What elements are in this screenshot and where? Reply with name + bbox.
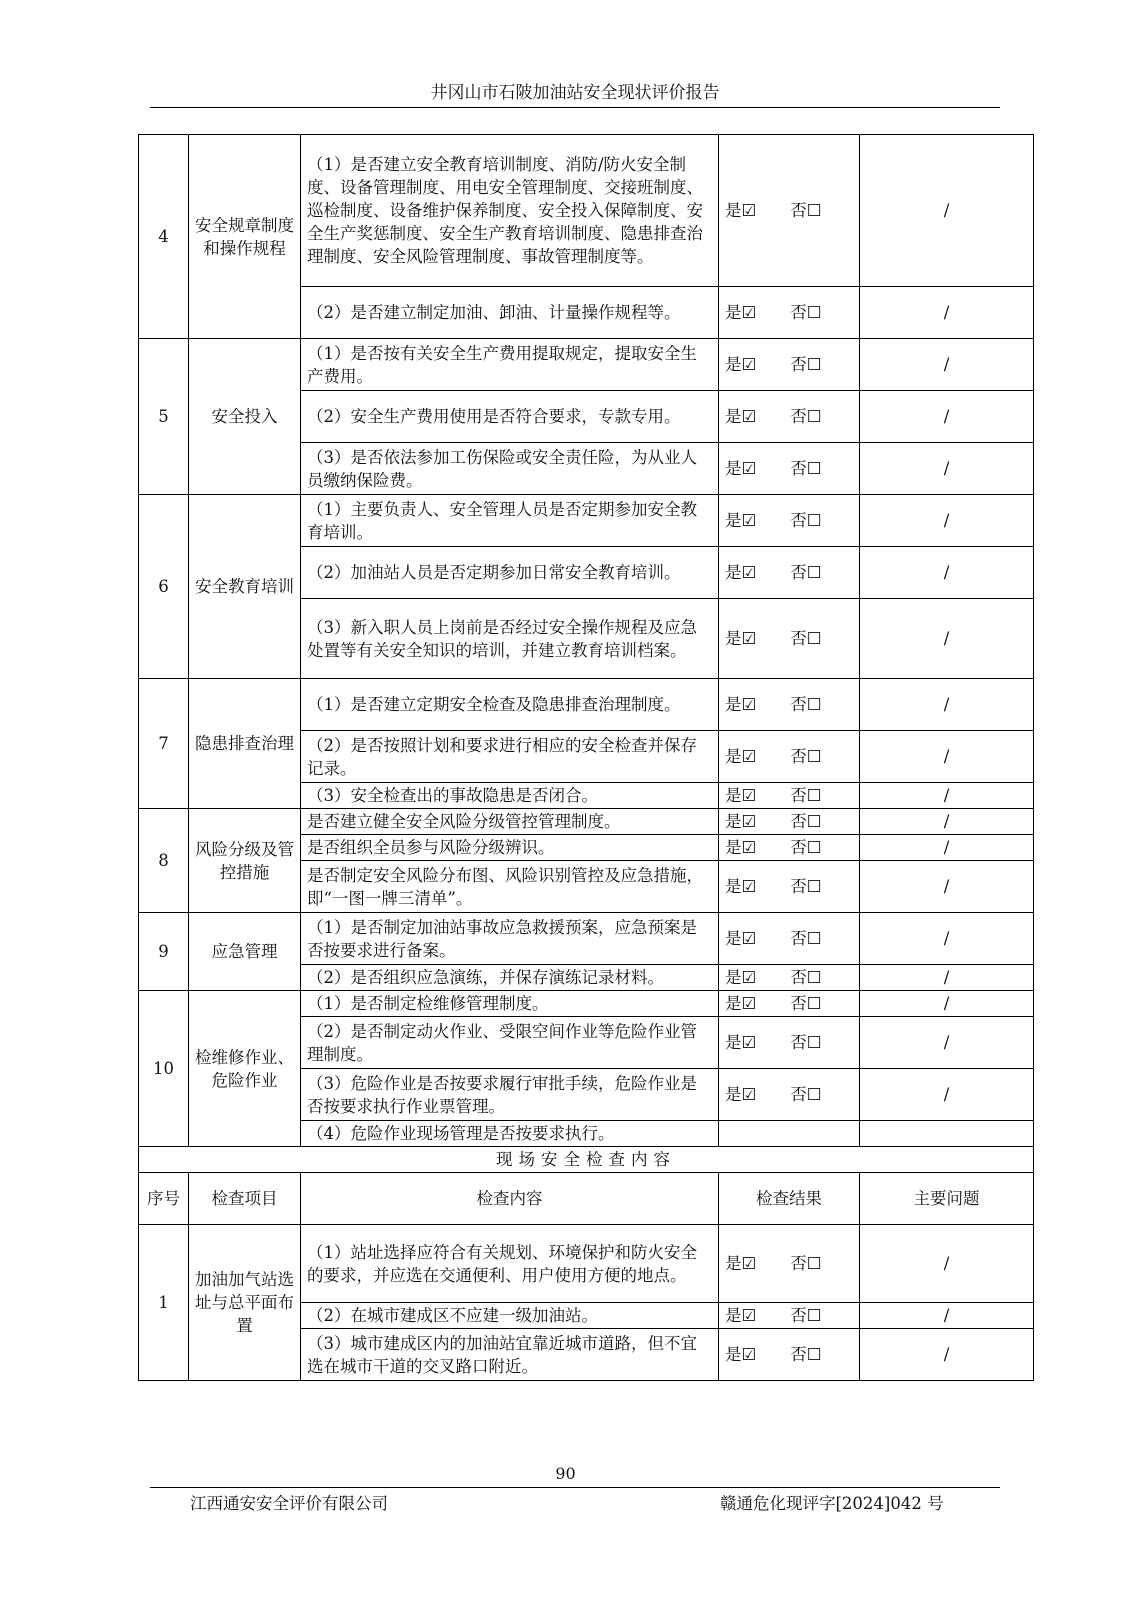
check-result-cell (719, 1121, 860, 1147)
check-result-cell (719, 861, 860, 913)
yes-checkbox: 是☑ (725, 968, 757, 987)
no-checkbox: 否☐ (790, 201, 822, 220)
main-issue: / (860, 965, 1034, 991)
main-issue: / (860, 1225, 1034, 1303)
check-content: （3）是否依法参加工伤保险或安全责任险，为从业人员缴纳保险费。 (301, 443, 719, 495)
check-content: （1）是否制定加油站事故应急救援预案，应急预案是否按要求进行备案。 (301, 913, 719, 965)
yes-checkbox: 是☑ (725, 786, 757, 805)
item-number: 6 (139, 495, 189, 679)
no-checkbox: 否☐ (790, 629, 822, 648)
main-issue: / (860, 1017, 1034, 1069)
check-result-cell (719, 135, 860, 287)
no-checkbox: 否☐ (790, 1033, 822, 1052)
check-content: （3）危险作业是否按要求履行审批手续，危险作业是否按要求执行作业票管理。 (301, 1069, 719, 1121)
check-item: 风险分级及管控措施 (189, 809, 301, 913)
table-row (139, 809, 1034, 835)
section-title-row (139, 1147, 1034, 1173)
yes-checkbox: 是☑ (725, 877, 757, 896)
check-result-cell (719, 965, 860, 991)
check-content: （2）是否建立制定加油、卸油、计量操作规程等。 (301, 287, 719, 339)
yes-checkbox: 是☑ (725, 629, 757, 648)
check-content: （2）是否组织应急演练，并保存演练记录材料。 (301, 965, 719, 991)
check-content: （4）危险作业现场管理是否按要求执行。 (301, 1121, 719, 1147)
check-content: （3）城市建成区内的加油站宜靠近城市道路，但不宜选在城市干道的交叉路口附近。 (301, 1329, 719, 1381)
no-checkbox: 否☐ (790, 812, 822, 831)
no-checkbox: 否☐ (790, 459, 822, 478)
yes-checkbox: 是☑ (725, 1254, 757, 1273)
main-issue: / (860, 495, 1034, 547)
yes-checkbox: 是☑ (725, 747, 757, 766)
check-result-cell (719, 339, 860, 391)
no-checkbox: 否☐ (790, 695, 822, 714)
yes-checkbox: 是☑ (725, 511, 757, 530)
main-issue: / (860, 547, 1034, 599)
check-item: 加油加气站选址与总平面布置 (189, 1225, 301, 1381)
no-checkbox: 否☐ (790, 929, 822, 948)
column-header: 检查结果 (719, 1173, 860, 1225)
no-checkbox: 否☐ (790, 747, 822, 766)
main-issue: / (860, 861, 1034, 913)
no-checkbox: 否☐ (790, 303, 822, 322)
item-number: 10 (139, 991, 189, 1147)
no-checkbox: 否☐ (790, 968, 822, 987)
check-item: 安全规章制度和操作规程 (189, 135, 301, 339)
main-issue: / (860, 443, 1034, 495)
main-issue: / (860, 783, 1034, 809)
check-result-cell (719, 679, 860, 731)
no-checkbox: 否☐ (790, 563, 822, 582)
item-number: 7 (139, 679, 189, 809)
main-issue (860, 1121, 1034, 1147)
no-checkbox: 否☐ (790, 877, 822, 896)
check-result-cell (719, 287, 860, 339)
check-result-cell (719, 443, 860, 495)
yes-checkbox: 是☑ (725, 201, 757, 220)
main-issue: / (860, 991, 1034, 1017)
footer-company: 江西通安安全评价有限公司 (190, 1494, 388, 1513)
footer-doc-number: 赣通危化现评字[2024]042 号 (720, 1494, 944, 1513)
check-content: 是否建立健全安全风险分级管控管理制度。 (301, 809, 719, 835)
main-issue: / (860, 835, 1034, 861)
check-result-cell (719, 809, 860, 835)
check-result-cell (719, 913, 860, 965)
yes-checkbox: 是☑ (725, 994, 757, 1013)
check-item: 检维修作业、危险作业 (189, 991, 301, 1147)
no-checkbox: 否☐ (790, 355, 822, 374)
main-issue: / (860, 599, 1034, 679)
yes-checkbox: 是☑ (725, 407, 757, 426)
table-row (139, 339, 1034, 391)
yes-checkbox: 是☑ (725, 563, 757, 582)
check-content: 是否制定安全风险分布图、风险识别管控及应急措施，即“一图一牌三清单”。 (301, 861, 719, 913)
yes-checkbox: 是☑ (725, 1345, 757, 1364)
no-checkbox: 否☐ (790, 786, 822, 805)
yes-checkbox: 是☑ (725, 838, 757, 857)
main-issue: / (860, 731, 1034, 783)
check-item: 安全教育培训 (189, 495, 301, 679)
no-checkbox: 否☐ (790, 407, 822, 426)
check-result-cell (719, 991, 860, 1017)
check-content: （2）在城市建成区不应建一级加油站。 (301, 1303, 719, 1329)
yes-checkbox: 是☑ (725, 1085, 757, 1104)
no-checkbox: 否☐ (790, 1254, 822, 1273)
check-content: （2）加油站人员是否定期参加日常安全教育培训。 (301, 547, 719, 599)
main-issue: / (860, 1069, 1034, 1121)
check-item: 安全投入 (189, 339, 301, 495)
table-row (139, 913, 1034, 965)
check-content: （2）安全生产费用使用是否符合要求，专款专用。 (301, 391, 719, 443)
check-content: （1）是否制定检维修管理制度。 (301, 991, 719, 1017)
yes-checkbox: 是☑ (725, 355, 757, 374)
main-issue: / (860, 679, 1034, 731)
check-result-cell (719, 783, 860, 809)
check-content: 是否组织全员参与风险分级辨识。 (301, 835, 719, 861)
main-issue: / (860, 809, 1034, 835)
check-result-cell (719, 599, 860, 679)
no-checkbox: 否☐ (790, 838, 822, 857)
check-result-cell (719, 1017, 860, 1069)
item-number: 5 (139, 339, 189, 495)
column-header: 主要问题 (860, 1173, 1034, 1225)
yes-checkbox: 是☑ (725, 1306, 757, 1325)
page-number: 90 (555, 1464, 576, 1483)
column-header: 检查内容 (301, 1173, 719, 1225)
main-issue: / (860, 913, 1034, 965)
check-content: （1）是否建立定期安全检查及隐患排查治理制度。 (301, 679, 719, 731)
no-checkbox: 否☐ (790, 1306, 822, 1325)
item-number: 8 (139, 809, 189, 913)
table-row (139, 1225, 1034, 1303)
main-issue: / (860, 1303, 1034, 1329)
check-content: （1）是否建立安全教育培训制度、消防/防火安全制度、设备管理制度、用电安全管理制度、交接班制度、巡检制度、设备维护保养制度、安全投入保障制度、安全生产奖惩制度、安全生产教育培训制度、隐患排查治理制度、安全风险管理制度、事故管理制度等。 (301, 135, 719, 287)
main-issue: / (860, 1329, 1034, 1381)
check-content: （1）主要负责人、安全管理人员是否定期参加安全教育培训。 (301, 495, 719, 547)
check-content: （1）站址选择应符合有关规划、环境保护和防火安全的要求，并应选在交通便利、用户使用方便的地点。 (301, 1225, 719, 1303)
no-checkbox: 否☐ (790, 1085, 822, 1104)
check-result-cell (719, 547, 860, 599)
check-result-cell (719, 1069, 860, 1121)
table-row (139, 135, 1034, 287)
no-checkbox: 否☐ (790, 511, 822, 530)
page-header-title: 井冈山市石陂加油站安全现状评价报告 (430, 83, 720, 103)
check-result-cell (719, 1225, 860, 1303)
yes-checkbox: 是☑ (725, 929, 757, 948)
check-content: （3）安全检查出的事故隐患是否闭合。 (301, 783, 719, 809)
yes-checkbox: 是☑ (725, 303, 757, 322)
yes-checkbox: 是☑ (725, 695, 757, 714)
column-header: 序号 (139, 1173, 189, 1225)
main-issue: / (860, 391, 1034, 443)
no-checkbox: 否☐ (790, 1345, 822, 1364)
footer-divider (150, 1487, 1000, 1488)
column-header: 检查项目 (189, 1173, 301, 1225)
check-result-cell (719, 835, 860, 861)
no-checkbox: 否☐ (790, 994, 822, 1013)
yes-checkbox: 是☑ (725, 1033, 757, 1052)
column-header-row (139, 1173, 1034, 1225)
check-content: （1）是否按有关安全生产费用提取规定，提取安全生产费用。 (301, 339, 719, 391)
inspection-table (138, 134, 1034, 1381)
check-content: （3）新入职人员上岗前是否经过安全操作规程及应急处置等有关安全知识的培训，并建立教育培训档案。 (301, 599, 719, 679)
yes-checkbox: 是☑ (725, 459, 757, 478)
item-number: 4 (139, 135, 189, 339)
item-number: 1 (139, 1225, 189, 1381)
table-row (139, 495, 1034, 547)
main-issue: / (860, 339, 1034, 391)
check-result-cell (719, 1303, 860, 1329)
inspection-table-body (139, 135, 1034, 1381)
check-item: 隐患排查治理 (189, 679, 301, 809)
main-issue: / (860, 287, 1034, 339)
yes-checkbox: 是☑ (725, 812, 757, 831)
check-result-cell (719, 391, 860, 443)
check-content: （2）是否制定动火作业、受限空间作业等危险作业管理制度。 (301, 1017, 719, 1069)
main-issue: / (860, 135, 1034, 287)
check-result-cell (719, 495, 860, 547)
table-row (139, 991, 1034, 1017)
check-result-cell (719, 731, 860, 783)
check-result-cell (719, 1329, 860, 1381)
section-title: 现场安全检查内容 (139, 1147, 1034, 1173)
table-row (139, 679, 1034, 731)
header-divider (150, 107, 1000, 108)
check-item: 应急管理 (189, 913, 301, 991)
check-content: （2）是否按照计划和要求进行相应的安全检查并保存记录。 (301, 731, 719, 783)
item-number: 9 (139, 913, 189, 991)
